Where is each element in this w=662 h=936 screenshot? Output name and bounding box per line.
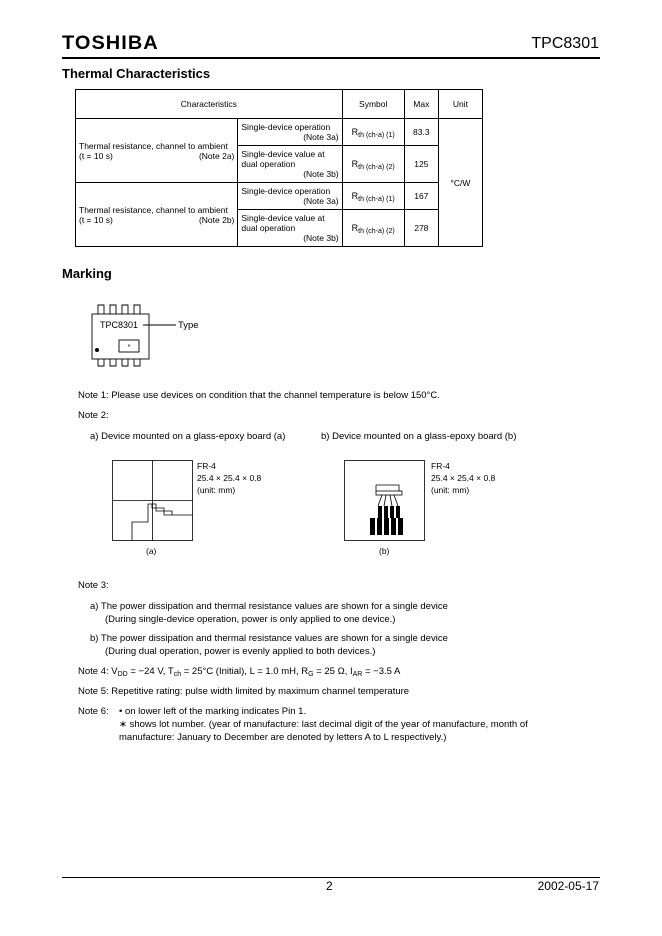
dual-op-cell: Single-device value at dual operation (Note 3b) [238,146,342,183]
single-op-cell: Single-device operation (Note 3a) [238,119,342,146]
max-cell: 83.3 [404,119,438,146]
footer-date: 2002-05-17 [537,879,599,893]
caption-a: (a) [146,546,157,556]
header-rule [62,57,600,59]
max-cell: 167 [404,183,438,210]
chip-marking-text: TPC8301 [100,320,139,330]
pin1-dot [95,348,99,352]
col-unit: Unit [438,90,482,119]
max-cell: 125 [404,146,438,183]
page-number: 2 [326,879,333,893]
note-6-body: • on lower left of the marking indicates Pin 1. ∗ shows lot number. (year of manufacture: last decimal digit of the year of manufacture, month of manufacture: January to December are denoted by letters A to L respectively.) [119,706,528,743]
thermal-title: Thermal Characteristics [62,66,211,81]
dual-op-cell: Single-device value at dual operation (Note 3b) [238,210,342,247]
note-5: Note 5: Repetitive rating: pulse width limited by maximum channel temperature [78,686,410,697]
note-2a: a) Device mounted on a glass-epoxy board (a) [90,431,286,442]
part-number: TPC8301 [531,35,599,52]
symbol-cell: $R_{th (ch-a) (1)}$ [342,119,404,146]
group1-label: Thermal resistance, channel to ambient (t = 10 s) (Note 2a) [76,119,238,183]
board-b-diagram [344,460,426,542]
note-4: Note 4: $V_{DD} = -24$ V, $T_{ch} = 25^\circ C$ (Initial), L = 1.0 mH, $R_G = 25$ Ω, $I_{AR} = -3.5$ A [78,666,401,678]
table-row [76,119,483,146]
symbol-cell: $R_{th (ch-a) (2)}$ [342,210,404,247]
type-label: Type [178,320,199,331]
unit-cell: °C/W [438,119,482,247]
col-max: Max [404,90,438,119]
caption-b: (b) [379,546,390,556]
symbol-cell: $R_{th (ch-a) (1)}$ [342,183,404,210]
thermal-table [75,89,483,247]
toshiba-logo: TOSHIBA [62,33,159,54]
max-cell: 278 [404,210,438,247]
table-header-row [76,90,483,119]
note-3a: a) The power dissipation and thermal resistance values are shown for a single device (During single-device operation, power is only applied to one device.) [90,601,448,625]
lot-symbol: * [127,344,131,351]
note-1: Note 1: Please use devices on condition that the channel temperature is below 150°C. [78,390,440,401]
footer-rule [62,877,600,878]
note-3: Note 3: [78,580,109,591]
table-row [76,183,483,210]
note-2: Note 2: [78,410,109,421]
single-op-cell: Single-device operation (Note 3a) [238,183,342,210]
note-3b: b) The power dissipation and thermal resistance values are shown for a single device (During dual operation, power is evenly applied to both devices.) [90,633,448,657]
board-b-spec: FR-4 25.4 × 25.4 × 0.8 (unit: mm) [431,461,496,495]
board-a-diagram [112,460,194,542]
board-a-spec: FR-4 25.4 × 25.4 × 0.8 (unit: mm) [197,461,262,495]
marking-diagram [86,300,216,370]
group2-label: Thermal resistance, channel to ambient (t = 10 s) (Note 2b) [76,183,238,247]
marking-title: Marking [62,266,112,281]
note-2b: b) Device mounted on a glass-epoxy board (b) [321,431,517,442]
note-6-label: Note 6: [78,706,109,717]
col-symbol: Symbol [342,90,404,119]
symbol-cell: $R_{th (ch-a) (2)}$ [342,146,404,183]
col-characteristics: Characteristics [76,90,343,119]
